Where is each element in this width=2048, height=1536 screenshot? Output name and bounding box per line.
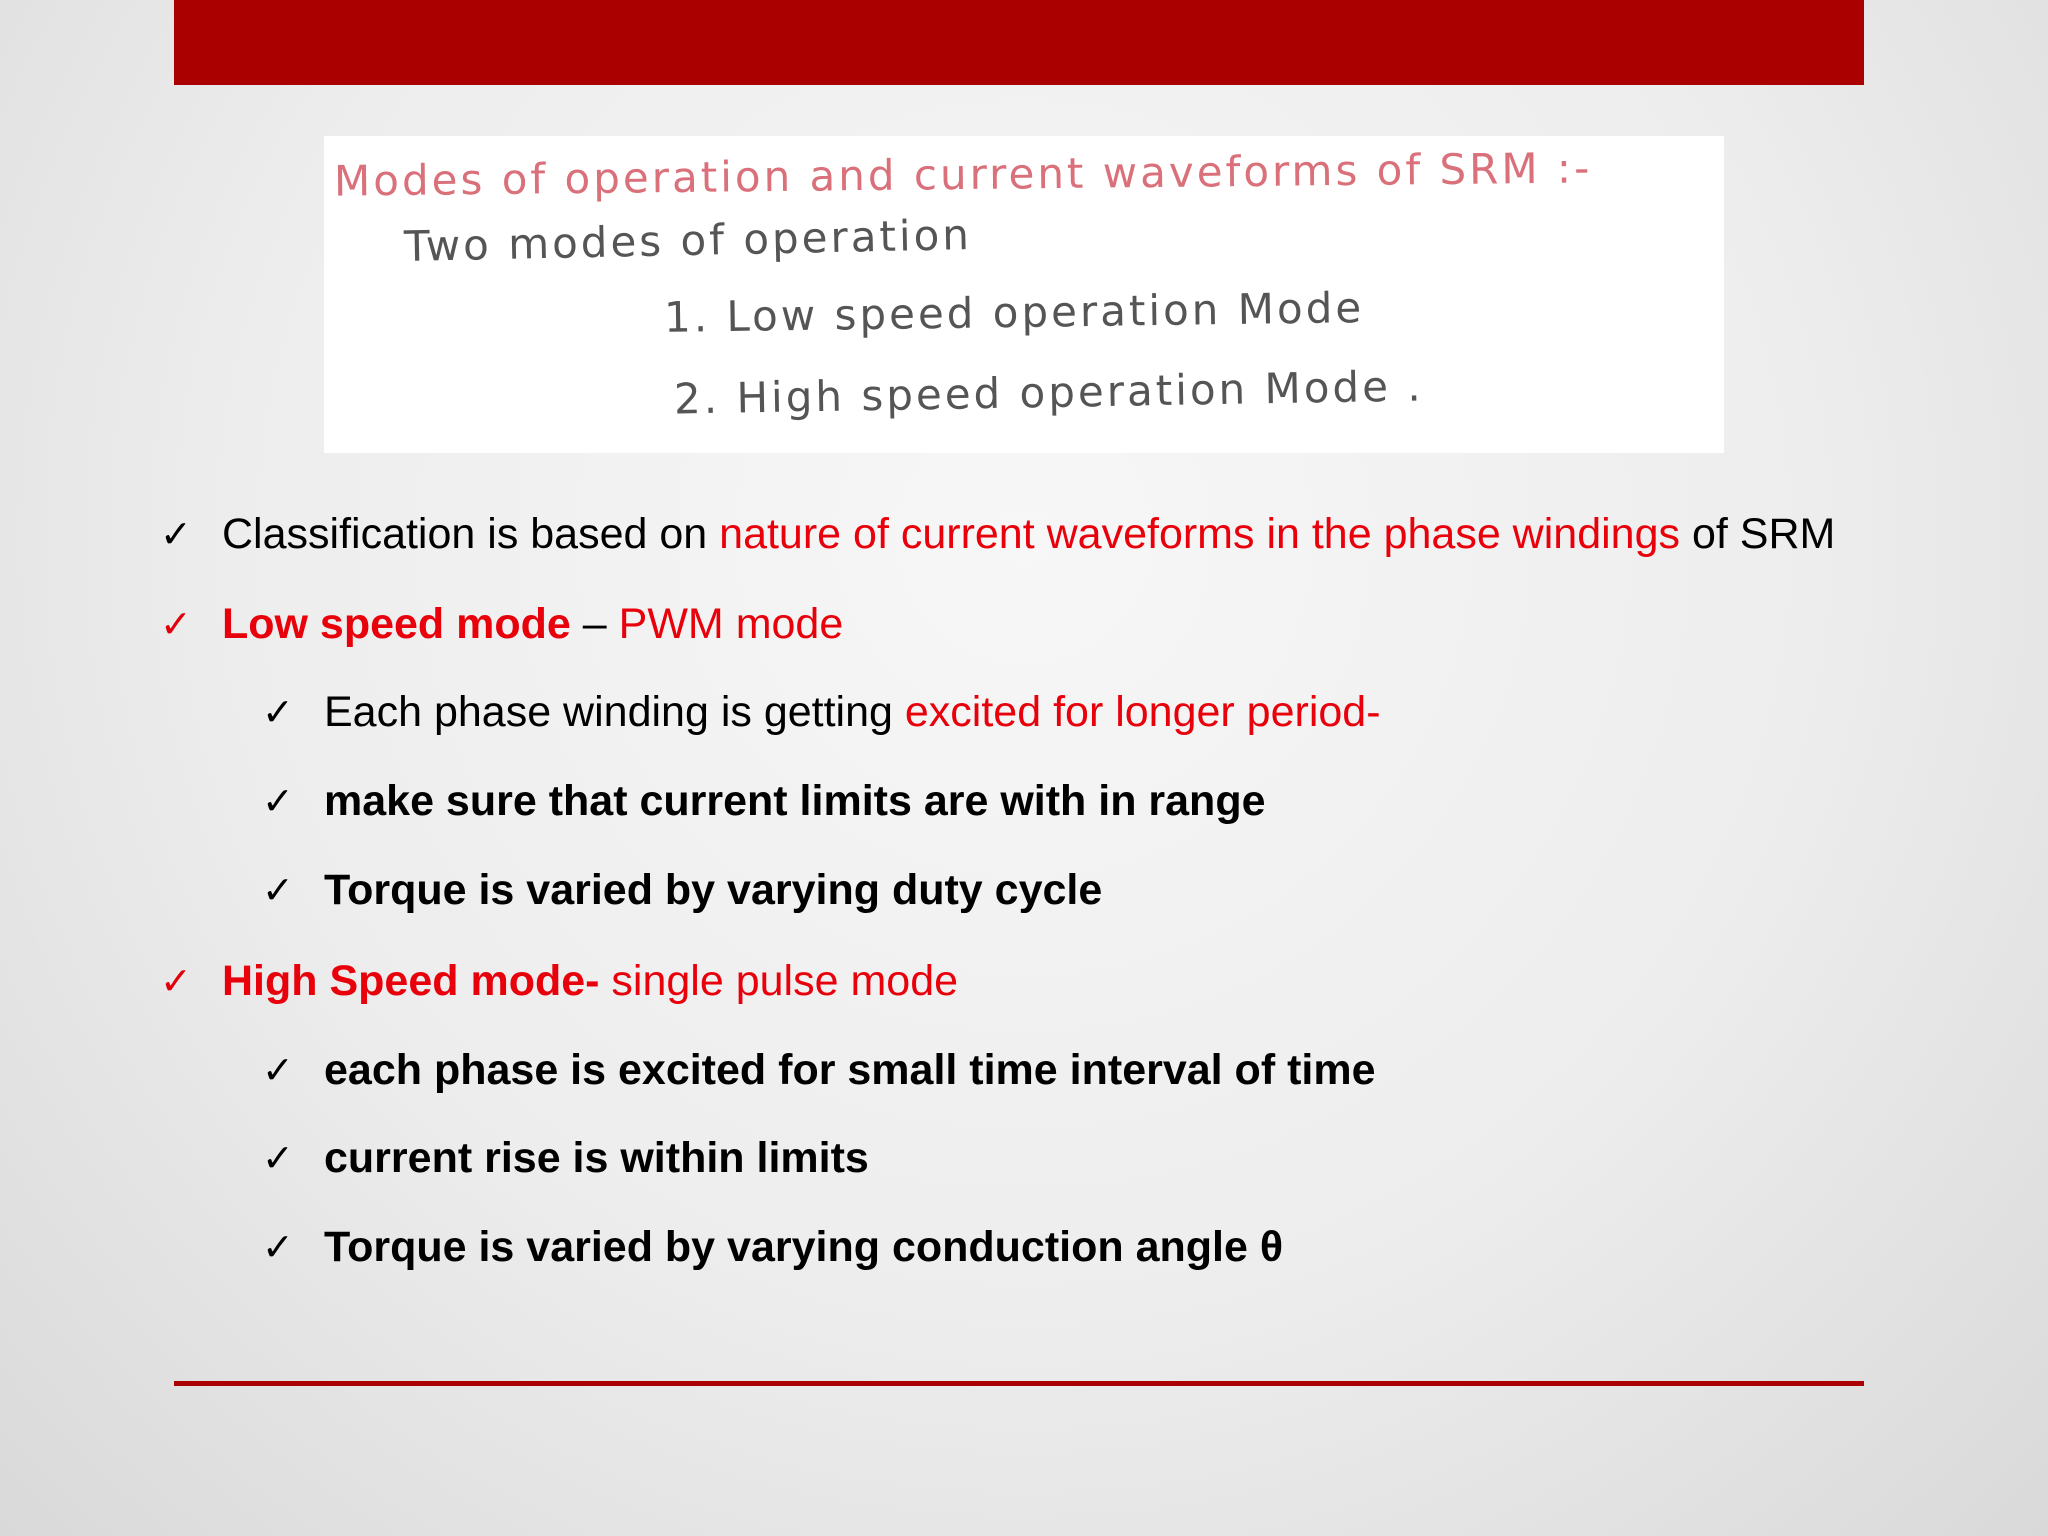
bullet-high-speed-mode: [160, 954, 959, 1008]
bullet-text: of SRM: [1680, 510, 1836, 558]
bullet-label: Low speed mode: [222, 600, 571, 648]
bullet-separator: –: [570, 600, 619, 648]
note-title: Modes of operation and current waveforms of SRM :-: [333, 143, 1593, 206]
sub-bullet-excited-longer: [262, 685, 1381, 739]
checkmark-icon: ✓: [262, 779, 294, 823]
sub-bullet-small-interval: [262, 1043, 1376, 1097]
bullet-low-speed-mode: [160, 597, 844, 651]
bullet-text: current rise is within limits: [324, 1134, 869, 1182]
note-subtitle: Two modes of operation: [403, 210, 973, 271]
checkmark-icon: ✓: [160, 959, 192, 1003]
checkmark-icon: ✓: [262, 1136, 294, 1180]
note-item-1: 1. Low speed operation Mode: [663, 283, 1365, 342]
bullet-text: make sure that current limits are with in range: [324, 777, 1266, 825]
sub-bullet-current-rise: [262, 1131, 869, 1185]
sub-bullet-conduction-angle: [262, 1220, 1284, 1274]
bullet-highlight: single pulse mode: [599, 957, 959, 1005]
bullet-highlight: nature of current waveforms in the phase windings: [719, 510, 1681, 558]
sub-bullet-duty-cycle: [262, 863, 1103, 917]
bullet-highlight: PWM mode: [618, 600, 844, 648]
note-item-2: 2. High speed operation Mode .: [673, 361, 1425, 424]
bullet-highlight: excited for longer period-: [904, 688, 1381, 736]
bullet-text: each phase is excited for small time interval of time: [324, 1046, 1376, 1094]
bullet-text: Torque is varied by varying conduction angle θ: [324, 1223, 1284, 1271]
checkmark-icon: ✓: [262, 1048, 294, 1092]
sub-bullet-current-limits: [262, 774, 1266, 828]
bullet-classification: [160, 507, 1836, 561]
checkmark-icon: ✓: [262, 1225, 294, 1269]
checkmark-icon: ✓: [262, 690, 294, 734]
footer-rule: [174, 1381, 1864, 1386]
checkmark-icon: ✓: [262, 868, 294, 912]
bullet-text: Each phase winding is getting: [324, 688, 905, 736]
bullet-text: Classification is based on: [222, 510, 720, 558]
checkmark-icon: ✓: [160, 512, 192, 556]
checkmark-icon: ✓: [160, 602, 192, 646]
bullet-text: Torque is varied by varying duty cycle: [324, 866, 1103, 914]
bullet-label: High Speed mode-: [222, 957, 600, 1005]
